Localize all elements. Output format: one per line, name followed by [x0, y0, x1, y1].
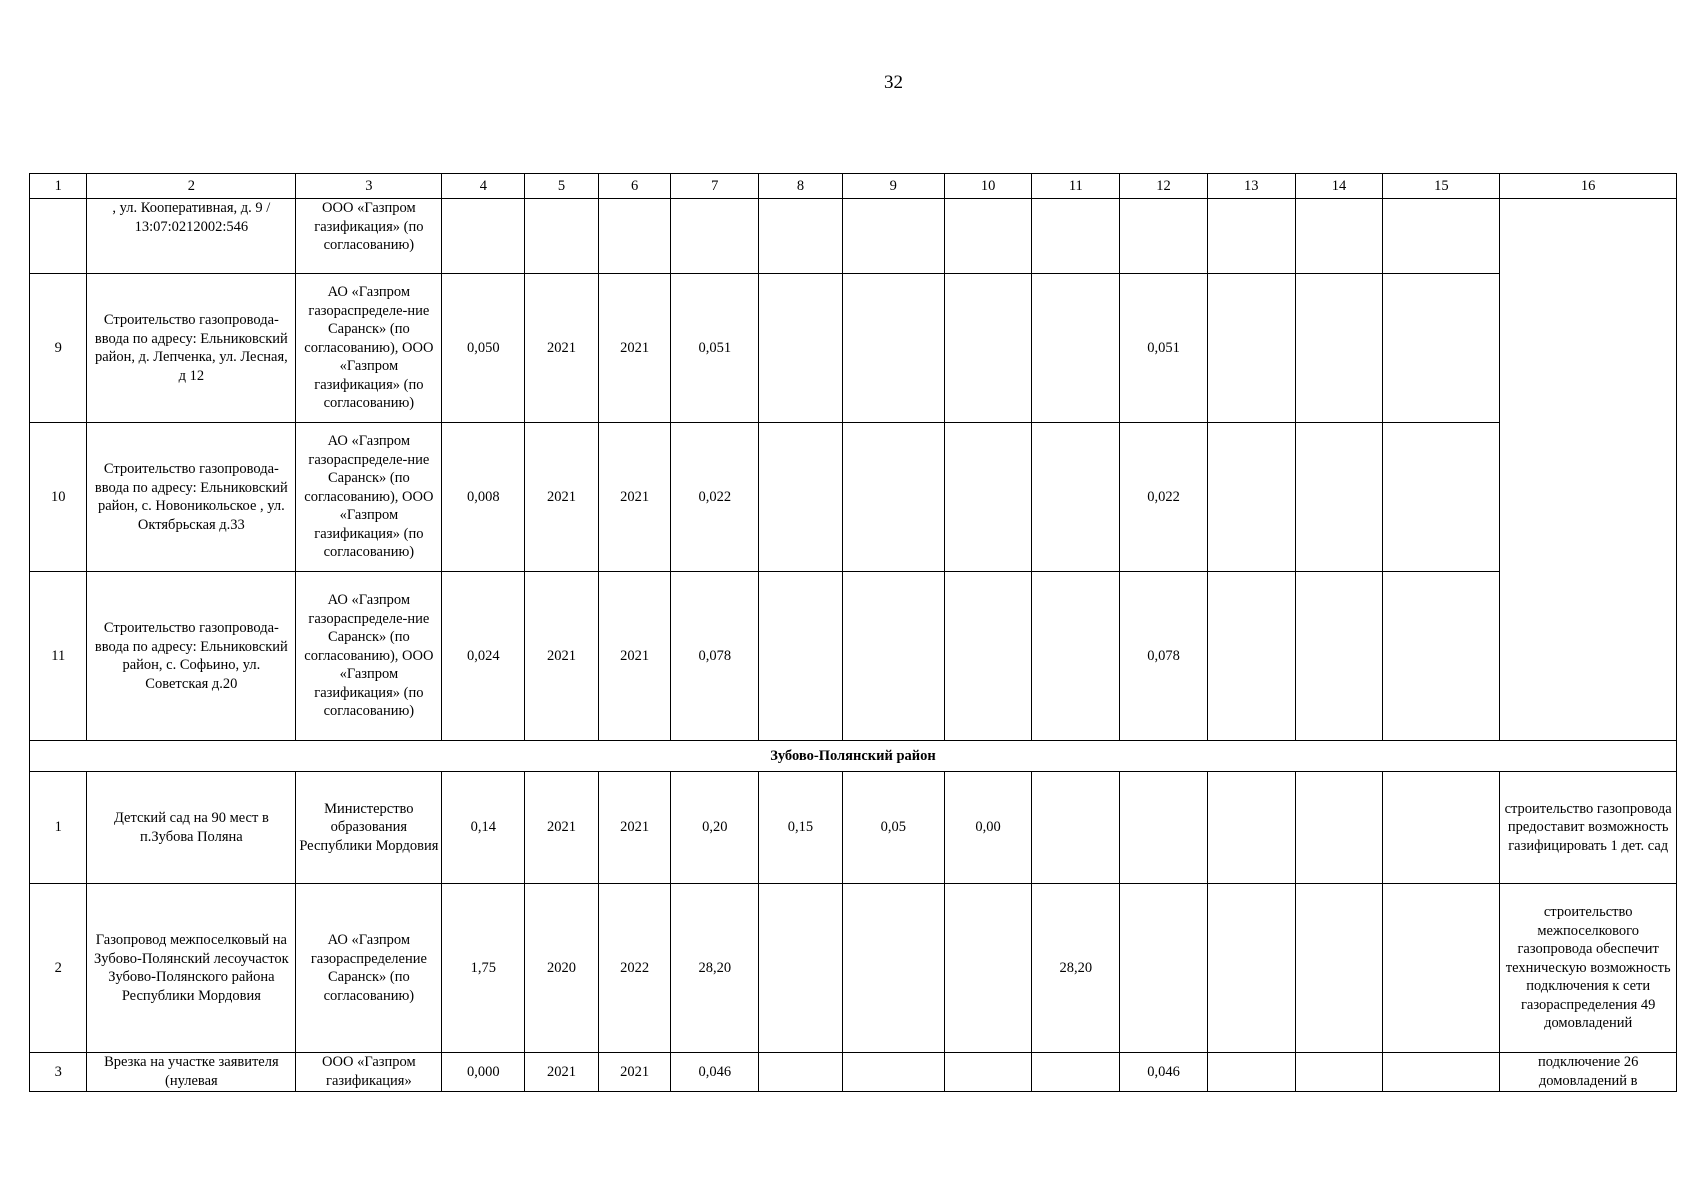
end-year-cell: 2021 — [598, 423, 671, 572]
header-cell: 8 — [759, 174, 843, 199]
table-row — [30, 884, 1677, 1053]
note-cell: строительство межпоселкового газопровода обеспечит техническую возможность подключения к сети газораспределения 49 домовладений — [1500, 884, 1677, 1053]
value-cell — [1032, 274, 1120, 423]
row-number-cell: 3 — [30, 1053, 87, 1092]
value-cell — [759, 274, 843, 423]
value-cell — [1207, 274, 1295, 423]
value-cell — [759, 572, 843, 741]
value-cell — [1207, 772, 1295, 884]
value-cell — [1120, 884, 1208, 1053]
total-cost-cell: 0,046 — [671, 1053, 759, 1092]
value-cell — [1383, 572, 1500, 741]
total-cost-cell: 0,078 — [671, 572, 759, 741]
header-cell: 4 — [442, 174, 525, 199]
table-row — [30, 423, 1677, 572]
start-year-cell — [525, 199, 599, 274]
value-cell: 0,15 — [759, 772, 843, 884]
value-cell: 0,05 — [842, 772, 944, 884]
value-cell — [944, 423, 1032, 572]
end-year-cell — [598, 199, 671, 274]
value-cell — [1383, 884, 1500, 1053]
header-cell: 12 — [1120, 174, 1208, 199]
header-cell: 5 — [525, 174, 599, 199]
table-row — [30, 772, 1677, 884]
value-cell — [1032, 572, 1120, 741]
value-cell — [1295, 772, 1383, 884]
table-row — [30, 274, 1677, 423]
header-cell: 11 — [1032, 174, 1120, 199]
gas-pipeline-table — [29, 173, 1677, 1092]
header-cell: 16 — [1500, 174, 1677, 199]
column-number-header-row — [30, 174, 1677, 199]
length-cell: 0,024 — [442, 572, 525, 741]
length-cell: 0,008 — [442, 423, 525, 572]
header-cell: 9 — [842, 174, 944, 199]
header-cell: 7 — [671, 174, 759, 199]
value-cell — [944, 1053, 1032, 1092]
responsible-cell: ООО «Газпром газификация» — [296, 1053, 442, 1092]
object-name-cell: Строительство газопровода-ввода по адресу: Ельниковский район, с. Софьино, ул. Советская д.20 — [87, 572, 296, 741]
section-title: Зубово-Полянский район — [30, 741, 1677, 772]
value-cell — [842, 423, 944, 572]
object-name-cell: Детский сад на 90 мест в п.Зубова Поляна — [87, 772, 296, 884]
value-cell — [842, 274, 944, 423]
start-year-cell: 2021 — [525, 772, 599, 884]
value-cell — [1295, 199, 1383, 274]
responsible-cell: Министерство образования Республики Мордовия — [296, 772, 442, 884]
header-cell: 6 — [598, 174, 671, 199]
row-number-cell: 1 — [30, 772, 87, 884]
value-cell — [1032, 1053, 1120, 1092]
header-cell: 13 — [1207, 174, 1295, 199]
header-cell: 15 — [1383, 174, 1500, 199]
value-cell: 0,046 — [1120, 1053, 1208, 1092]
value-cell — [1383, 199, 1500, 274]
length-cell: 0,14 — [442, 772, 525, 884]
value-cell — [944, 274, 1032, 423]
note-cell: подключение 26 домовладений в — [1500, 1053, 1677, 1092]
header-cell: 1 — [30, 174, 87, 199]
value-cell — [1207, 423, 1295, 572]
start-year-cell: 2020 — [525, 884, 599, 1053]
value-cell — [1295, 1053, 1383, 1092]
length-cell — [442, 199, 525, 274]
end-year-cell: 2021 — [598, 1053, 671, 1092]
value-cell — [1383, 772, 1500, 884]
length-cell: 0,050 — [442, 274, 525, 423]
object-name-cell: , ул. Кооперативная, д. 9 / 13:07:0212002:546 — [87, 199, 296, 274]
row-number-cell: 9 — [30, 274, 87, 423]
start-year-cell: 2021 — [525, 274, 599, 423]
responsible-cell: АО «Газпром газораспределе-ние Саранск» (по согласованию), ООО «Газпром газификация» (по согласованию) — [296, 572, 442, 741]
total-cost-cell: 0,20 — [671, 772, 759, 884]
value-cell — [759, 423, 843, 572]
object-name-cell: Газопровод межпоселковый на Зубово-Полянский лесоучасток Зубово-Полянского района Республики Мордовия — [87, 884, 296, 1053]
header-cell: 14 — [1295, 174, 1383, 199]
object-name-cell: Строительство газопровода-ввода по адресу: Ельниковский район, д. Лепченка, ул. Лесная, д 12 — [87, 274, 296, 423]
note-cell: строительство газопровода предоставит возможность газифицировать 1 дет. сад — [1500, 772, 1677, 884]
start-year-cell: 2021 — [525, 423, 599, 572]
value-cell — [1120, 199, 1208, 274]
responsible-cell: АО «Газпром газораспределение Саранск» (по согласованию) — [296, 884, 442, 1053]
end-year-cell: 2021 — [598, 772, 671, 884]
responsible-cell: АО «Газпром газораспределе-ние Саранск» (по согласованию), ООО «Газпром газификация» (по согласованию) — [296, 423, 442, 572]
value-cell — [1295, 274, 1383, 423]
section-header-row — [30, 741, 1677, 772]
end-year-cell: 2021 — [598, 572, 671, 741]
merged-note-cell — [1500, 199, 1677, 741]
total-cost-cell: 28,20 — [671, 884, 759, 1053]
table-row — [30, 1053, 1677, 1092]
length-cell: 0,000 — [442, 1053, 525, 1092]
end-year-cell: 2022 — [598, 884, 671, 1053]
row-number-cell: 11 — [30, 572, 87, 741]
value-cell — [1207, 199, 1295, 274]
value-cell — [1032, 199, 1120, 274]
table-row — [30, 572, 1677, 741]
value-cell: 0,00 — [944, 772, 1032, 884]
value-cell — [1295, 884, 1383, 1053]
value-cell — [1207, 884, 1295, 1053]
responsible-cell: АО «Газпром газораспределе-ние Саранск» (по согласованию), ООО «Газпром газификация» (по согласованию) — [296, 274, 442, 423]
responsible-cell: ООО «Газпром газификация» (по согласованию) — [296, 199, 442, 274]
value-cell — [1032, 423, 1120, 572]
value-cell — [944, 884, 1032, 1053]
start-year-cell: 2021 — [525, 572, 599, 741]
value-cell — [1207, 1053, 1295, 1092]
table-row — [30, 199, 1677, 274]
page-number: 32 — [884, 72, 903, 93]
object-name-cell: Врезка на участке заявителя (нулевая — [87, 1053, 296, 1092]
start-year-cell: 2021 — [525, 1053, 599, 1092]
value-cell — [842, 572, 944, 741]
value-cell — [842, 1053, 944, 1092]
value-cell — [1295, 572, 1383, 741]
value-cell — [944, 199, 1032, 274]
value-cell — [1295, 423, 1383, 572]
value-cell: 0,022 — [1120, 423, 1208, 572]
value-cell — [759, 884, 843, 1053]
value-cell — [944, 572, 1032, 741]
object-name-cell: Строительство газопровода-ввода по адресу: Ельниковский район, с. Новоникольское , ул. Октябрьская д.33 — [87, 423, 296, 572]
end-year-cell: 2021 — [598, 274, 671, 423]
row-number-cell: 10 — [30, 423, 87, 572]
value-cell: 0,078 — [1120, 572, 1208, 741]
header-cell: 3 — [296, 174, 442, 199]
value-cell: 0,051 — [1120, 274, 1208, 423]
value-cell — [842, 199, 944, 274]
total-cost-cell: 0,051 — [671, 274, 759, 423]
value-cell — [1207, 572, 1295, 741]
total-cost-cell — [671, 199, 759, 274]
value-cell — [759, 199, 843, 274]
value-cell — [1120, 772, 1208, 884]
total-cost-cell: 0,022 — [671, 423, 759, 572]
value-cell: 28,20 — [1032, 884, 1120, 1053]
value-cell — [1383, 274, 1500, 423]
value-cell — [1383, 1053, 1500, 1092]
row-number-cell: 2 — [30, 884, 87, 1053]
header-cell: 10 — [944, 174, 1032, 199]
header-cell: 2 — [87, 174, 296, 199]
value-cell — [759, 1053, 843, 1092]
length-cell: 1,75 — [442, 884, 525, 1053]
value-cell — [842, 884, 944, 1053]
row-number-cell — [30, 199, 87, 274]
value-cell — [1383, 423, 1500, 572]
value-cell — [1032, 772, 1120, 884]
